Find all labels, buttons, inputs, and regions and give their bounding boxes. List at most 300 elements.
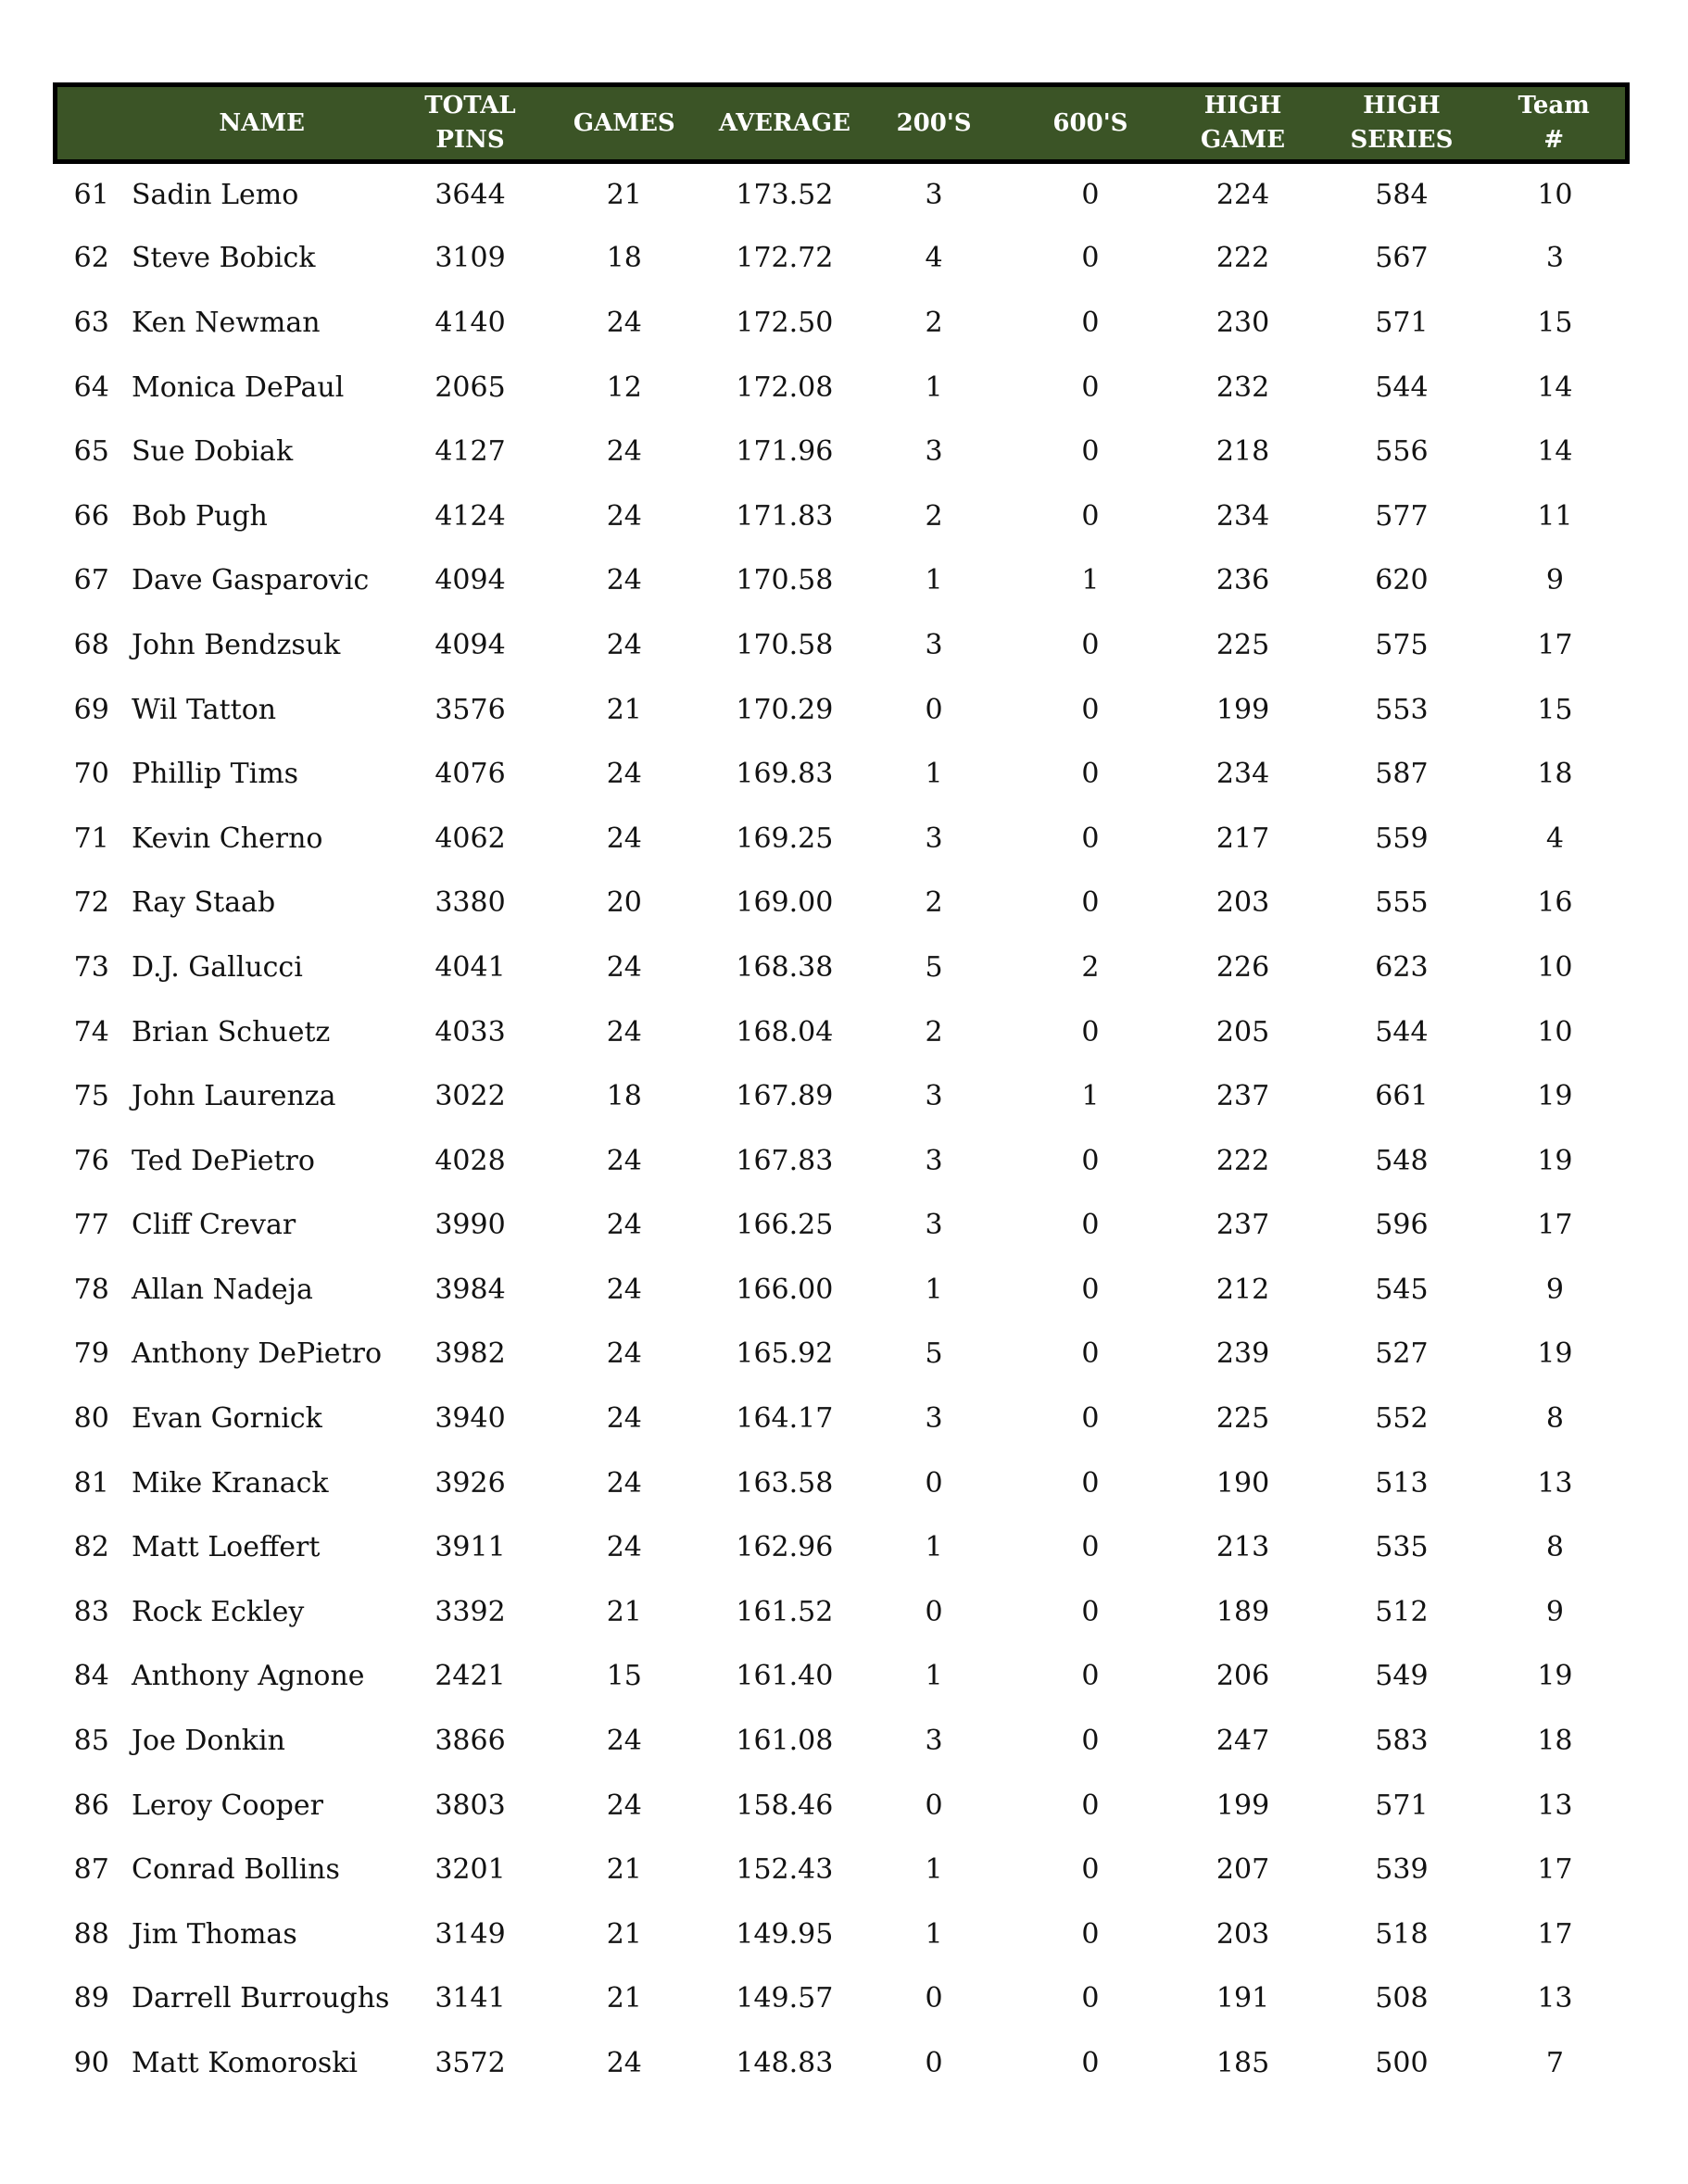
rank-cell: 64	[73, 370, 109, 404]
200s-cell: 2	[925, 1015, 943, 1048]
high-game-cell: 226	[1216, 950, 1270, 984]
games-cell: 21	[606, 693, 642, 726]
high-game-cell: 189	[1216, 1595, 1270, 1628]
600s-cell: 0	[1081, 1466, 1100, 1500]
average-cell: 172.72	[736, 242, 834, 275]
total-pins-cell: 3866	[435, 1725, 506, 1758]
games-cell: 21	[606, 1982, 642, 2015]
high-game-cell: 234	[1216, 499, 1270, 533]
name-cell: Rock Eckley	[131, 1595, 305, 1628]
600s-cell: 0	[1081, 1917, 1100, 1951]
name-cell: Steve Bobick	[131, 242, 316, 275]
high-series-cell: 512	[1375, 1595, 1429, 1628]
average-cell: 173.52	[736, 179, 834, 212]
rank-cell: 70	[73, 758, 109, 791]
rank-cell: 76	[73, 1144, 109, 1177]
average-cell: 168.04	[736, 1015, 834, 1048]
high-series-cell: 552	[1375, 1402, 1429, 1436]
high-series-cell: 584	[1375, 179, 1429, 212]
high-game-cell: 212	[1216, 1273, 1270, 1306]
name-cell: John Bendzsuk	[131, 628, 341, 661]
high-series-cell: 661	[1375, 1080, 1429, 1113]
600s-cell: 0	[1081, 499, 1100, 533]
team-number-cell: 8	[1545, 1531, 1564, 1564]
header-team-number: Team #	[1482, 85, 1627, 162]
high-game-cell: 234	[1216, 758, 1270, 791]
600s-cell: 1	[1081, 564, 1100, 597]
high-series-cell: 539	[1375, 1853, 1429, 1887]
high-series-cell: 583	[1375, 1725, 1429, 1758]
high-series-cell: 518	[1375, 1917, 1429, 1951]
team-number-cell: 10	[1537, 1015, 1573, 1048]
table-row	[56, 1709, 1628, 1774]
name-cell: Sue Dobiak	[131, 435, 294, 469]
rank-cell: 83	[73, 1595, 109, 1628]
600s-cell: 0	[1081, 758, 1100, 791]
200s-cell: 1	[925, 1853, 943, 1887]
600s-cell: 0	[1081, 2047, 1100, 2080]
600s-cell: 0	[1081, 1725, 1100, 1758]
high-series-cell: 556	[1375, 435, 1429, 469]
team-number-cell: 13	[1537, 1466, 1573, 1500]
table-row	[56, 1773, 1628, 1838]
600s-cell: 0	[1081, 1144, 1100, 1177]
average-cell: 170.58	[736, 628, 834, 661]
table-row	[56, 1902, 1628, 1967]
average-cell: 161.52	[736, 1595, 834, 1628]
header-team-number-label: Team	[1518, 92, 1590, 119]
header-games	[532, 85, 717, 162]
average-cell: 161.08	[736, 1725, 834, 1758]
total-pins-cell: 3984	[435, 1273, 506, 1306]
team-number-cell: 9	[1545, 1595, 1564, 1628]
header-high-game: HIGH GAME	[1165, 85, 1321, 162]
games-cell: 24	[606, 628, 642, 661]
team-number-cell: 14	[1537, 435, 1573, 469]
total-pins-cell: 4062	[435, 822, 506, 855]
high-game-cell: 237	[1216, 1080, 1270, 1113]
total-pins-cell: 4028	[435, 1144, 506, 1177]
600s-cell: 2	[1081, 950, 1100, 984]
standings-table	[53, 82, 1630, 2095]
average-cell: 169.00	[736, 886, 834, 920]
600s-cell: 0	[1081, 370, 1100, 404]
average-cell: 168.38	[736, 950, 834, 984]
600s-cell: 0	[1081, 1789, 1100, 1822]
high-series-cell: 500	[1375, 2047, 1429, 2080]
high-game-cell: 218	[1216, 435, 1270, 469]
rank-cell: 74	[73, 1015, 109, 1048]
team-number-cell: 17	[1537, 1917, 1573, 1951]
600s-cell: 0	[1081, 1853, 1100, 1887]
average-cell: 171.83	[736, 499, 834, 533]
high-game-cell: 232	[1216, 370, 1270, 404]
games-cell: 24	[606, 2047, 642, 2080]
header-average-label: AVERAGE	[718, 108, 850, 137]
rank-cell: 79	[73, 1337, 109, 1371]
team-number-cell: 10	[1537, 950, 1573, 984]
high-series-cell: 549	[1375, 1660, 1429, 1693]
team-number-cell: 17	[1537, 1853, 1573, 1887]
table-row	[56, 226, 1628, 291]
rank-cell: 66	[73, 499, 109, 533]
rank-cell: 80	[73, 1402, 109, 1436]
name-cell: Jim Thomas	[131, 1917, 297, 1951]
average-cell: 158.46	[736, 1789, 834, 1822]
rank-cell: 68	[73, 628, 109, 661]
name-cell: Conrad Bollins	[131, 1853, 340, 1887]
total-pins-cell: 3141	[435, 1982, 506, 2015]
total-pins-cell: 3940	[435, 1402, 506, 1436]
high-series-cell: 513	[1375, 1466, 1429, 1500]
high-game-cell: 203	[1216, 1917, 1270, 1951]
600s-cell: 0	[1081, 1531, 1100, 1564]
games-cell: 18	[606, 242, 642, 275]
high-game-cell: 205	[1216, 1015, 1270, 1048]
600s-cell: 0	[1081, 1273, 1100, 1306]
total-pins-cell: 3022	[435, 1080, 506, 1113]
total-pins-cell: 3576	[435, 693, 506, 726]
high-series-cell: 559	[1375, 822, 1429, 855]
high-game-cell: 239	[1216, 1337, 1270, 1371]
total-pins-cell: 3109	[435, 242, 506, 275]
600s-cell: 0	[1081, 1982, 1100, 2015]
average-cell: 149.95	[736, 1917, 834, 1951]
200s-cell: 5	[925, 1337, 943, 1371]
table-row	[56, 2031, 1628, 2096]
rank-cell: 85	[73, 1725, 109, 1758]
200s-cell: 2	[925, 886, 943, 920]
rank-cell: 62	[73, 242, 109, 275]
rank-cell: 71	[73, 822, 109, 855]
rank-cell: 81	[73, 1466, 109, 1500]
header-row	[56, 85, 1628, 162]
games-cell: 18	[606, 1080, 642, 1113]
high-game-cell: 203	[1216, 886, 1270, 920]
name-cell: Ray Staab	[131, 886, 276, 920]
high-series-cell: 571	[1375, 306, 1429, 339]
table-row	[56, 1128, 1628, 1193]
200s-cell: 4	[925, 242, 943, 275]
high-series-cell: 527	[1375, 1337, 1429, 1371]
high-game-cell: 199	[1216, 1789, 1270, 1822]
header-600s-label: 600'S	[1052, 108, 1128, 137]
table-row	[56, 1450, 1628, 1515]
name-cell: Dave Gasparovic	[131, 564, 370, 597]
team-number-cell: 15	[1537, 693, 1573, 726]
average-cell: 171.96	[736, 435, 834, 469]
rank-cell: 61	[73, 179, 109, 212]
name-cell: Darrell Burroughs	[131, 1982, 390, 2015]
games-cell: 24	[606, 564, 642, 597]
team-number-cell: 3	[1545, 242, 1564, 275]
table-row	[56, 1387, 1628, 1451]
total-pins-cell: 3201	[435, 1853, 506, 1887]
table-row	[56, 935, 1628, 1000]
total-pins-cell: 4124	[435, 499, 506, 533]
high-game-cell: 199	[1216, 693, 1270, 726]
games-cell: 24	[606, 1402, 642, 1436]
name-cell: Monica DePaul	[131, 370, 345, 404]
header-200s-label: 200'S	[896, 108, 972, 137]
200s-cell: 1	[925, 1660, 943, 1693]
high-game-cell: 222	[1216, 1144, 1270, 1177]
high-series-cell: 575	[1375, 628, 1429, 661]
name-cell: Ken Newman	[131, 306, 321, 339]
team-number-cell: 13	[1537, 1789, 1573, 1822]
header-total-pins: TOTAL PINS	[409, 85, 531, 162]
total-pins-cell: 4094	[435, 628, 506, 661]
high-series-cell: 571	[1375, 1789, 1429, 1822]
high-game-cell: 213	[1216, 1531, 1270, 1564]
games-cell: 21	[606, 1595, 642, 1628]
total-pins-cell: 3926	[435, 1466, 506, 1500]
team-number-cell: 4	[1545, 822, 1564, 855]
table-row	[56, 871, 1628, 935]
high-game-cell: 217	[1216, 822, 1270, 855]
name-cell: Mike Kranack	[131, 1466, 329, 1500]
games-cell: 15	[606, 1660, 642, 1693]
games-cell: 24	[606, 1789, 642, 1822]
total-pins-cell: 4041	[435, 950, 506, 984]
table-row	[56, 1193, 1628, 1258]
table-row	[56, 1515, 1628, 1580]
table-row	[56, 1580, 1628, 1645]
team-number-cell: 9	[1545, 1273, 1564, 1306]
average-cell: 170.29	[736, 693, 834, 726]
rank-cell: 90	[73, 2047, 109, 2080]
average-cell: 169.25	[736, 822, 834, 855]
high-game-cell: 222	[1216, 242, 1270, 275]
600s-cell: 0	[1081, 435, 1100, 469]
team-number-cell: 13	[1537, 1982, 1573, 2015]
average-cell: 166.00	[736, 1273, 834, 1306]
high-series-cell: 587	[1375, 758, 1429, 791]
games-cell: 24	[606, 1531, 642, 1564]
rank-cell: 82	[73, 1531, 109, 1564]
games-cell: 24	[606, 1466, 642, 1500]
team-number-cell: 11	[1537, 499, 1573, 533]
high-game-cell: 225	[1216, 1402, 1270, 1436]
high-game-cell: 224	[1216, 179, 1270, 212]
600s-cell: 0	[1081, 822, 1100, 855]
name-cell: Brian Schuetz	[131, 1015, 331, 1048]
team-number-cell: 19	[1537, 1144, 1573, 1177]
table-row	[56, 1064, 1628, 1129]
200s-cell: 3	[925, 1144, 943, 1177]
average-cell: 149.57	[736, 1982, 834, 2015]
name-cell: Leroy Cooper	[131, 1789, 323, 1822]
games-cell: 24	[606, 1337, 642, 1371]
rank-cell: 87	[73, 1853, 109, 1887]
games-cell: 24	[606, 1015, 642, 1048]
high-series-cell: 567	[1375, 242, 1429, 275]
rank-cell: 63	[73, 306, 109, 339]
600s-cell: 0	[1081, 886, 1100, 920]
high-series-cell: 620	[1375, 564, 1429, 597]
200s-cell: 3	[925, 1725, 943, 1758]
average-cell: 167.89	[736, 1080, 834, 1113]
rank-cell: 67	[73, 564, 109, 597]
name-cell: D.J. Gallucci	[131, 950, 303, 984]
total-pins-cell: 3149	[435, 1917, 506, 1951]
table-row	[56, 1258, 1628, 1323]
table-row	[56, 548, 1628, 613]
high-game-cell: 237	[1216, 1209, 1270, 1242]
200s-cell: 3	[925, 179, 943, 212]
600s-cell: 0	[1081, 1015, 1100, 1048]
table-row	[56, 420, 1628, 484]
total-pins-cell: 4094	[435, 564, 506, 597]
table-row	[56, 806, 1628, 871]
total-pins-cell: 3380	[435, 886, 506, 920]
rank-cell: 69	[73, 693, 109, 726]
team-number-cell: 17	[1537, 1209, 1573, 1242]
200s-cell: 1	[925, 370, 943, 404]
rank-cell: 89	[73, 1982, 109, 2015]
average-cell: 172.50	[736, 306, 834, 339]
games-cell: 12	[606, 370, 642, 404]
200s-cell: 3	[925, 628, 943, 661]
games-cell: 24	[606, 1209, 642, 1242]
header-high-series: HIGH SERIES	[1321, 85, 1483, 162]
200s-cell: 3	[925, 1080, 943, 1113]
table-row	[56, 162, 1628, 227]
games-cell: 24	[606, 950, 642, 984]
name-cell: Sadin Lemo	[131, 179, 299, 212]
average-cell: 166.25	[736, 1209, 834, 1242]
high-series-cell: 553	[1375, 693, 1429, 726]
name-cell: Ted DePietro	[131, 1144, 315, 1177]
table-row	[56, 742, 1628, 807]
total-pins-cell: 3990	[435, 1209, 506, 1242]
high-game-cell: 230	[1216, 306, 1270, 339]
200s-cell: 0	[925, 1466, 943, 1500]
table-row	[56, 1838, 1628, 1902]
total-pins-cell: 3803	[435, 1789, 506, 1822]
games-cell: 21	[606, 1917, 642, 1951]
header-rank	[56, 85, 115, 162]
rank-cell: 65	[73, 435, 109, 469]
total-pins-cell: 2421	[435, 1660, 506, 1693]
high-game-cell: 185	[1216, 2047, 1270, 2080]
600s-cell: 0	[1081, 1337, 1100, 1371]
name-cell: Joe Donkin	[131, 1725, 285, 1758]
200s-cell: 2	[925, 306, 943, 339]
header-name	[115, 85, 409, 162]
header-200s	[852, 85, 1015, 162]
team-number-cell: 8	[1545, 1402, 1564, 1436]
name-cell: Wil Tatton	[131, 693, 277, 726]
rank-cell: 77	[73, 1209, 109, 1242]
team-number-cell: 16	[1537, 886, 1573, 920]
600s-cell: 0	[1081, 179, 1100, 212]
table-row	[56, 1644, 1628, 1709]
200s-cell: 0	[925, 1789, 943, 1822]
rank-cell: 86	[73, 1789, 109, 1822]
200s-cell: 1	[925, 1531, 943, 1564]
header-high-series-label: HIGH	[1363, 92, 1441, 119]
team-number-cell: 18	[1537, 1725, 1573, 1758]
games-cell: 20	[606, 886, 642, 920]
name-cell: Cliff Crevar	[131, 1209, 296, 1242]
average-cell: 165.92	[736, 1337, 834, 1371]
high-game-cell: 191	[1216, 1982, 1270, 2015]
600s-cell: 0	[1081, 693, 1100, 726]
200s-cell: 1	[925, 564, 943, 597]
team-number-cell: 9	[1545, 564, 1564, 597]
200s-cell: 0	[925, 693, 943, 726]
table-body	[56, 162, 1628, 2096]
200s-cell: 3	[925, 1402, 943, 1436]
games-cell: 21	[606, 179, 642, 212]
600s-cell: 0	[1081, 306, 1100, 339]
table-row	[56, 613, 1628, 678]
total-pins-cell: 4076	[435, 758, 506, 791]
games-cell: 24	[606, 435, 642, 469]
600s-cell: 0	[1081, 1660, 1100, 1693]
total-pins-cell: 2065	[435, 370, 506, 404]
200s-cell: 0	[925, 1982, 943, 2015]
games-cell: 24	[606, 1144, 642, 1177]
high-game-cell: 207	[1216, 1853, 1270, 1887]
games-cell: 24	[606, 306, 642, 339]
600s-cell: 0	[1081, 242, 1100, 275]
rank-cell: 73	[73, 950, 109, 984]
high-game-cell: 206	[1216, 1660, 1270, 1693]
200s-cell: 0	[925, 2047, 943, 2080]
team-number-cell: 19	[1537, 1080, 1573, 1113]
200s-cell: 1	[925, 1273, 943, 1306]
high-series-cell: 508	[1375, 1982, 1429, 2015]
name-cell: Matt Komoroski	[131, 2047, 358, 2080]
name-cell: Evan Gornick	[131, 1402, 322, 1436]
header-total-pins-label: TOTAL	[424, 92, 516, 119]
header-high-game-label: HIGH	[1203, 92, 1282, 119]
name-cell: Anthony DePietro	[131, 1337, 383, 1371]
high-game-cell: 247	[1216, 1725, 1270, 1758]
games-cell: 24	[606, 758, 642, 791]
total-pins-cell: 3572	[435, 2047, 506, 2080]
rank-cell: 84	[73, 1660, 109, 1693]
team-number-cell: 14	[1537, 370, 1573, 404]
high-series-cell: 555	[1375, 886, 1429, 920]
header-600s	[1015, 85, 1165, 162]
team-number-cell: 15	[1537, 306, 1573, 339]
600s-cell: 0	[1081, 1209, 1100, 1242]
200s-cell: 0	[925, 1595, 943, 1628]
high-series-cell: 623	[1375, 950, 1429, 984]
high-game-cell: 225	[1216, 628, 1270, 661]
rank-cell: 78	[73, 1273, 109, 1306]
high-game-cell: 236	[1216, 564, 1270, 597]
table-row	[56, 999, 1628, 1064]
average-cell: 162.96	[736, 1531, 834, 1564]
high-series-cell: 596	[1375, 1209, 1429, 1242]
600s-cell: 0	[1081, 1595, 1100, 1628]
total-pins-cell: 3911	[435, 1531, 506, 1564]
games-cell: 24	[606, 1725, 642, 1758]
name-cell: Bob Pugh	[131, 499, 268, 533]
total-pins-cell: 3392	[435, 1595, 506, 1628]
200s-cell: 5	[925, 950, 943, 984]
200s-cell: 3	[925, 1209, 943, 1242]
table-row	[56, 291, 1628, 356]
high-series-cell: 544	[1375, 1015, 1429, 1048]
average-cell: 167.83	[736, 1144, 834, 1177]
total-pins-cell: 3982	[435, 1337, 506, 1371]
600s-cell: 0	[1081, 628, 1100, 661]
